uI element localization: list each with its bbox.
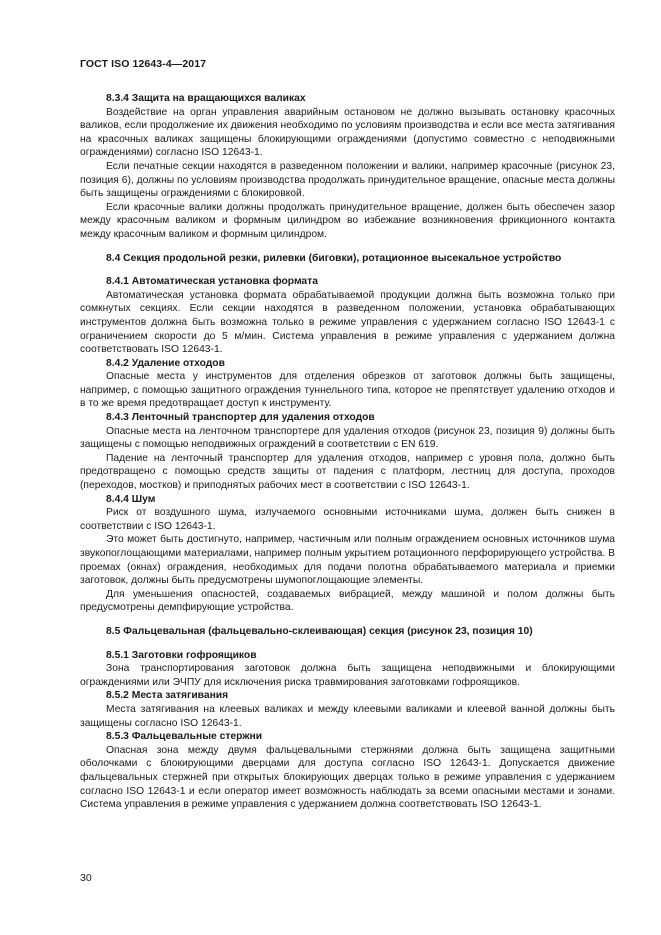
document-code-header: ГОСТ ISO 12643-4—2017 (80, 58, 207, 70)
paragraph: Автоматическая установка формата обрабатываемой продукции должна быть возможна только при сомкнутых секциях. Если секции находятся в разведенном положении, установка обрабатывающих инструментов должна быть возможна только в режиме управления с удержанием согласно ISO 12643-1 с ограничением скорости до 5 м/мин. Система управления в режиме управления с удержанием должна соответствовать ISO 12643-1. (80, 289, 615, 356)
subsection-heading: 8.5.3 Фальцевальные стержни (106, 731, 263, 743)
paragraph: Опасные места на ленточном транспортере для удаления отходов (рисунок 23, позиция 9) должны быть защищены с помощью неподвижных ограждений в соответствии с EN 619. (80, 425, 615, 451)
section-spacer (80, 265, 615, 275)
page-number: 30 (80, 872, 92, 884)
paragraph: Зона транспортирования заготовок должна быть защищена неподвижными и блокирующими ограждениями или ЭЧПУ для исключения риска травмирования заготовками гофроящиков. (80, 663, 615, 688)
paragraph: Воздействие на орган управления аварийным остановом не должно вызывать остановку красочных валиков, если продолжение их движения необходимо по условиям производства и если все места затягивания на красочных валиках защищены блокирующими ограждениями (допустимо совместно с неподвижными ограждениями) согласно ISO 12643-1. (80, 106, 615, 159)
paragraph: Места затягивания на клеевых валиках и между клеевыми валиками и клеевой ванной должны быть защищены согласно ISO 12643-1. (80, 703, 615, 729)
paragraph: Для уменьшения опасностей, создаваемых вибрацией, между машиной и полом должны быть предусмотрены демпфирующие устройства. (80, 588, 615, 614)
section-heading: 8.4 Секция продольной резки, рилевки (биговки), ротационное высекальное устройство (106, 252, 562, 264)
subsection-heading: 8.4.3 Ленточный транспортер для удаления отходов (106, 412, 375, 424)
section-heading: 8.5 Фальцевальная (фальцевально-склеивающая) секция (рисунок 23, позиция 10) (106, 625, 533, 637)
paragraph: Если красочные валики должны продолжать принудительное вращение, должен быть обеспечен зазор между красочным валиком и формным цилиндром во избежание возникновения фрикционного контакта между красочным валиком и формным цилиндром. (80, 201, 615, 240)
paragraph: Это может быть достигнуто, например, частичным или полным ограждением основных источников шума звукопоглощающими материалами, например полным укрытием ротационного перфорирующего устройства. В проемах (окнах) ограждения, необходимых для подачи полотна обрабатываемого материала и приемки заготовок, должны быть предусмотрены шумопоглощающие элементы. (80, 534, 615, 587)
section-spacer (80, 242, 615, 252)
paragraph: Опасные места у инструментов для отделения обрезков от заготовок должны быть защищены, например, с помощью защитного ограждения туннельного типа, которое не препятствует удалению отходов и в то же время предотвращает доступ к инструменту. (80, 371, 615, 410)
paragraph: Опасная зона между двумя фальцевальными стержнями должна быть защищена защитными оболочками с блокирующими дверцами для доступа согласно ISO 12643-1. Допускается движение фальцевальных стержней при открытых блокирующих дверцах только в режиме управления с удержанием согласно ISO 12643-1 и если оператор имеет возможность наблюдать за всеми опасными местами и зонами. Система управления в режиме управления с удержанием должна соответствовать ISO 12643-1. (80, 744, 615, 811)
paragraph: Падение на ленточный транспортер для удаления отходов, например с уровня пола, должно быть предотвращено с помощью средств защиты от падения с платформ, лестниц для доступа, проходов (переходов, мостков) и приподнятых рабочих мест в соответствии с ISO 12643-1. (80, 452, 615, 492)
subsection-heading: 8.4.4 Шум (106, 493, 156, 505)
subsection-heading: 8.4.2 Удаление отходов (106, 357, 225, 369)
subsection-heading: 8.4.1 Автоматическая установка формата (106, 276, 318, 288)
page-body (80, 92, 615, 812)
section-spacer (80, 615, 615, 625)
paragraph: Если печатные секции находятся в разведенном положении и валики, например красочные (рисунок 23, позиция 6), должны по условиям производства продолжать принудительное вращение, опасные места должны быть защищены ограждениями с блокировкой. (80, 160, 615, 200)
section-spacer (80, 639, 615, 649)
subsection-heading: 8.3.4 Защита на вращающихся валиках (106, 93, 306, 104)
subsection-heading: 8.5.1 Заготовки гофроящиков (106, 649, 257, 661)
paragraph: Риск от воздушного шума, излучаемого основными источниками шума, должен быть снижен в соответствии с ISO 12643-1. (80, 507, 615, 532)
subsection-heading: 8.5.2 Места затягивания (106, 690, 229, 702)
